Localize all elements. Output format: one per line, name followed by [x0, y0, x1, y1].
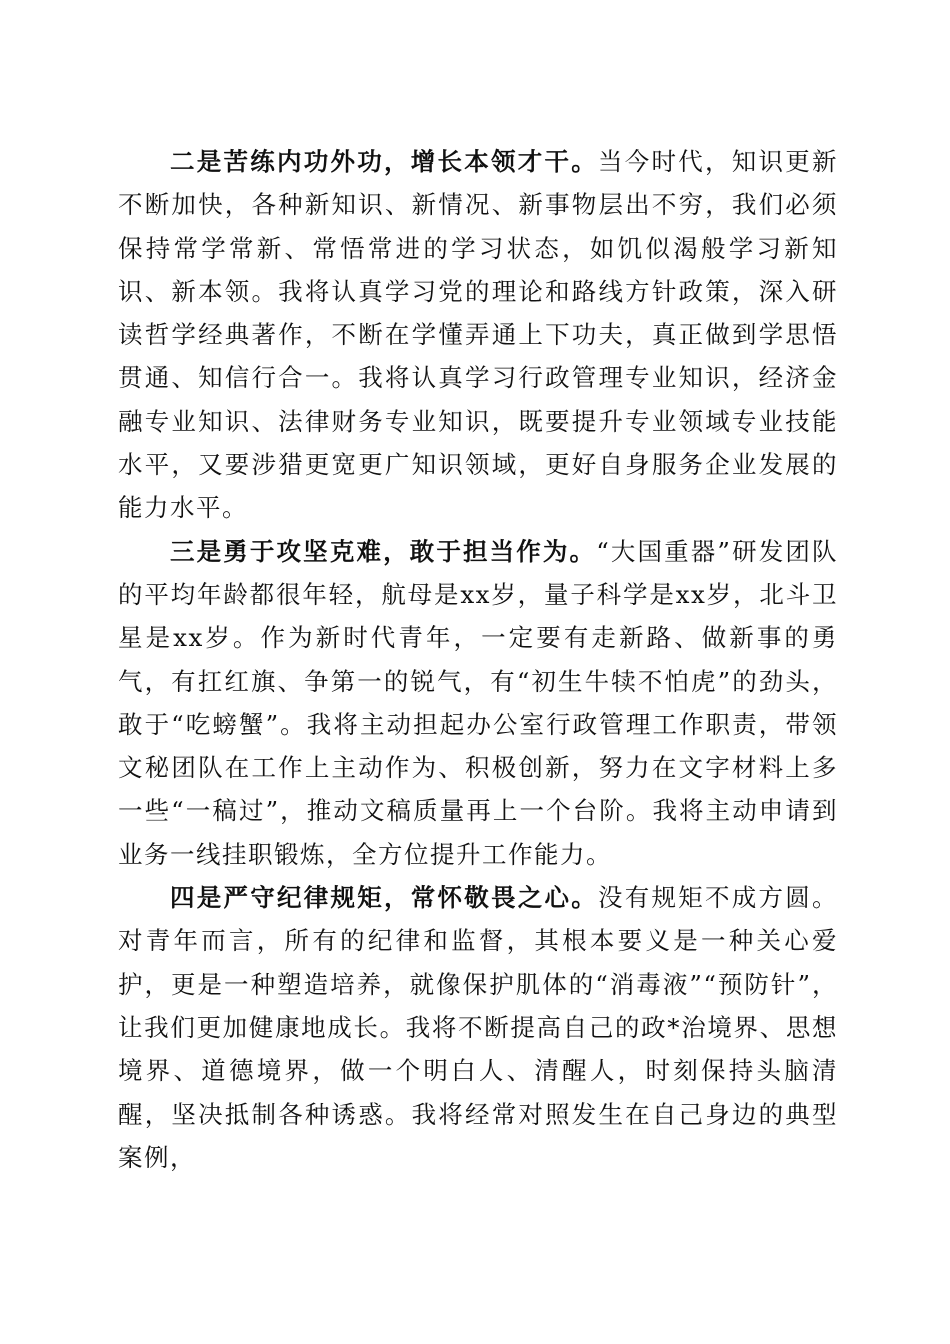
document-body	[118, 140, 838, 1179]
paragraph-4-text: 没有规矩不成方圆。对青年而言，所有的纪律和监督，其根本要义是一种关心爱护，更是一种塑造培养，就像保护肌体的“消毒液”“预防针”，让我们更加健康地成长。我将不断提高自己的政*治境界、思想境界、道德境界，做一个明白人、清醒人，时刻保持头脑清醒，坚决抵制各种诱惑。我将经常对照发生在自己身边的典型案例，	[118, 883, 838, 1172]
paragraph-2-text: 当今时代，知识更新不断加快，各种新知识、新情况、新事物层出不穷，我们必须保持常学常新、常悟常进的学习状态，如饥似渴般学习新知识、新本领。我将认真学习党的理论和路线方针政策，深入研读哲学经典著作，不断在学懂弄通上下功夫，真正做到学思悟贯通、知信行合一。我将认真学习行政管理专业知识，经济金融专业知识、法律财务专业知识，既要提升专业领域专业技能水平，又要涉猎更宽更广知识领域，更好自身服务企业发展的能力水平。	[118, 147, 838, 523]
paragraph-2-heading: 二是苦练内功外功，增长本领才干。	[170, 147, 598, 176]
paragraph-4-heading: 四是严守纪律规矩，常怀敬畏之心。	[170, 883, 598, 913]
paragraph-3-heading: 三是勇于攻坚克难，敢于担当作为。	[170, 536, 597, 566]
paragraph-3-text: “大国重器”研发团队的平均年龄都很年轻，航母是xx岁，量子科学是xx岁，北斗卫星是xx岁。作为新时代青年，一定要有走新路、做新事的勇气，有扛红旗、争第一的锐气，有“初生牛犊不怕虎”的劲头，敢于“吃螃蟹”。我将主动担起办公室行政管理工作职责，带领文秘团队在工作上主动作为、积极创新，努力在文字材料上多一些“一稿过”，推动文稿质量再上一个台阶。我将主动申请到业务一线挂职锻炼，全方位提升工作能力。	[118, 536, 838, 869]
paragraph-4	[118, 876, 838, 1179]
paragraph-3	[118, 530, 838, 876]
paragraph-2	[118, 140, 838, 530]
